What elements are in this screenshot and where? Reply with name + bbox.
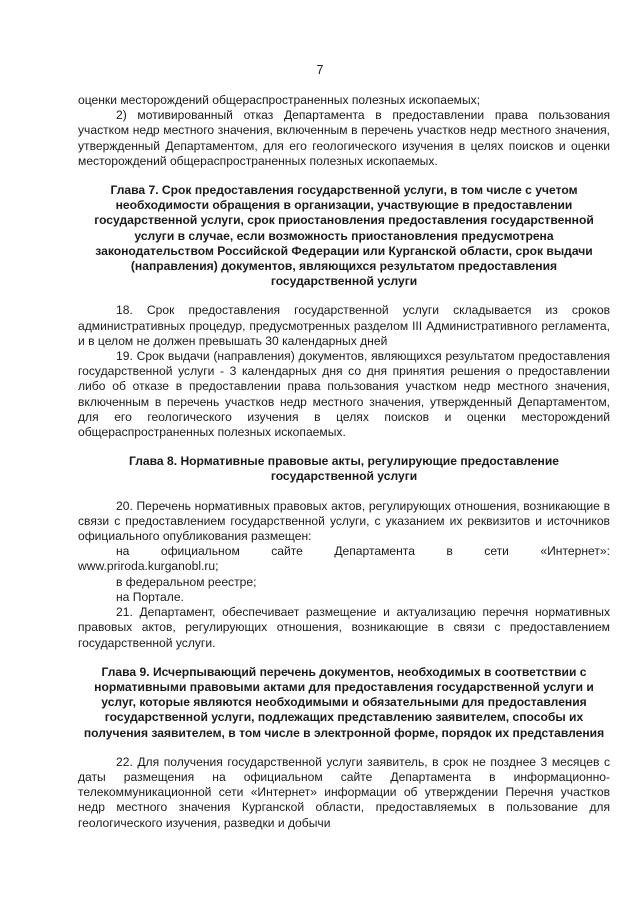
- word: Департамента: [334, 544, 415, 559]
- document-body: [78, 93, 610, 831]
- website-url: www.priroda.kurganobl.ru;: [78, 559, 219, 574]
- paragraph: 2) мотивированный отказ Департамента в предоставлении права пользования участком недр местного значения, включенным в перечень участков недр местного значения, утвержденный Департаментом, для его геологического изучения в целях поисков и оценки месторождений общераспространенных полезных ископаемых.: [78, 108, 610, 168]
- word: на: [116, 544, 130, 559]
- word: в: [446, 544, 453, 559]
- word: сети: [484, 544, 509, 559]
- paragraph-19: 19. Срок выдачи (направления) документов, являющихся результатом предоставления государственной услуги - 3 календарных дня со дня принятия решения о предоставлении либо об отказе в предоставлении права пользования участком недр местного значения, включенным в перечень участков недр местного значения, утвержденный Департаментом, для его геологического изучения в целях поисков и оценки месторождений общераспространенных полезных ископаемых.: [78, 349, 610, 440]
- list-item: в федеральном реестре;: [116, 574, 257, 589]
- page-number: 7: [316, 63, 324, 77]
- list-item: на Портале.: [116, 589, 184, 604]
- chapter-8-heading: Глава 8. Нормативные правовые акты, регулирующие предоставление государственной услуги: [128, 454, 560, 484]
- paragraph-21: 21. Департамент, обеспечивает размещение и актуализацию перечня нормативных правовых актов, регулирующих отношения, возникающие в связи с предоставлением государственной услуги.: [78, 605, 610, 650]
- paragraph: оценки месторождений общераспространенных полезных ископаемых;: [78, 93, 481, 107]
- chapter-7-heading: Глава 7. Срок предоставления государственной услуги, в том числе с учетом необходимости обращения в организации, участвующие в предоставлении государственной услуги, срок приостановления предоставления государственной услуги в случае, если возможность приостановления предусмотрена законодательством Российской Федерации или Курганской области, срок выдачи (направления) документов, являющихся результатом предоставления государственной услуги: [94, 183, 594, 289]
- chapter-9-heading: Глава 9. Исчерпывающий перечень документов, необходимых в соответствии с нормативными правовыми актами для предоставления государственной услуги и услуг, которые являются необходимыми и обязательными для предоставления государственной услуги, подлежащих представлению заявителем, способы их получения заявителем, в том числе в электронной форме, порядок их представления: [83, 664, 605, 740]
- word: «Интернет»:: [540, 544, 610, 559]
- paragraph-18: 18. Срок предоставления государственной услуги складывается из сроков административных процедур, предусмотренных разделом III Административного регламента, и в целом не должен превышать 30 календарных дней: [78, 303, 610, 348]
- official-site-line: [78, 544, 610, 559]
- paragraph-20: 20. Перечень нормативных правовых актов, регулирующих отношения, возникающие в связи с предоставлением государственной услуги, с указанием их реквизитов и источников официального опубликования размещен:: [78, 498, 610, 544]
- word: официальном: [160, 544, 240, 559]
- paragraph-22: 22. Для получения государственной услуги заявитель, в срок не позднее 3 месяцев с даты размещения на официальном сайте Департамента в информационно-телекоммуникационной сети «Интернет» информации об утверждении Перечня участков недр местного значения Курганской области, предоставляемых в пользование для геологического изучения, разведки и добычи: [78, 754, 610, 830]
- word: сайте: [271, 544, 303, 559]
